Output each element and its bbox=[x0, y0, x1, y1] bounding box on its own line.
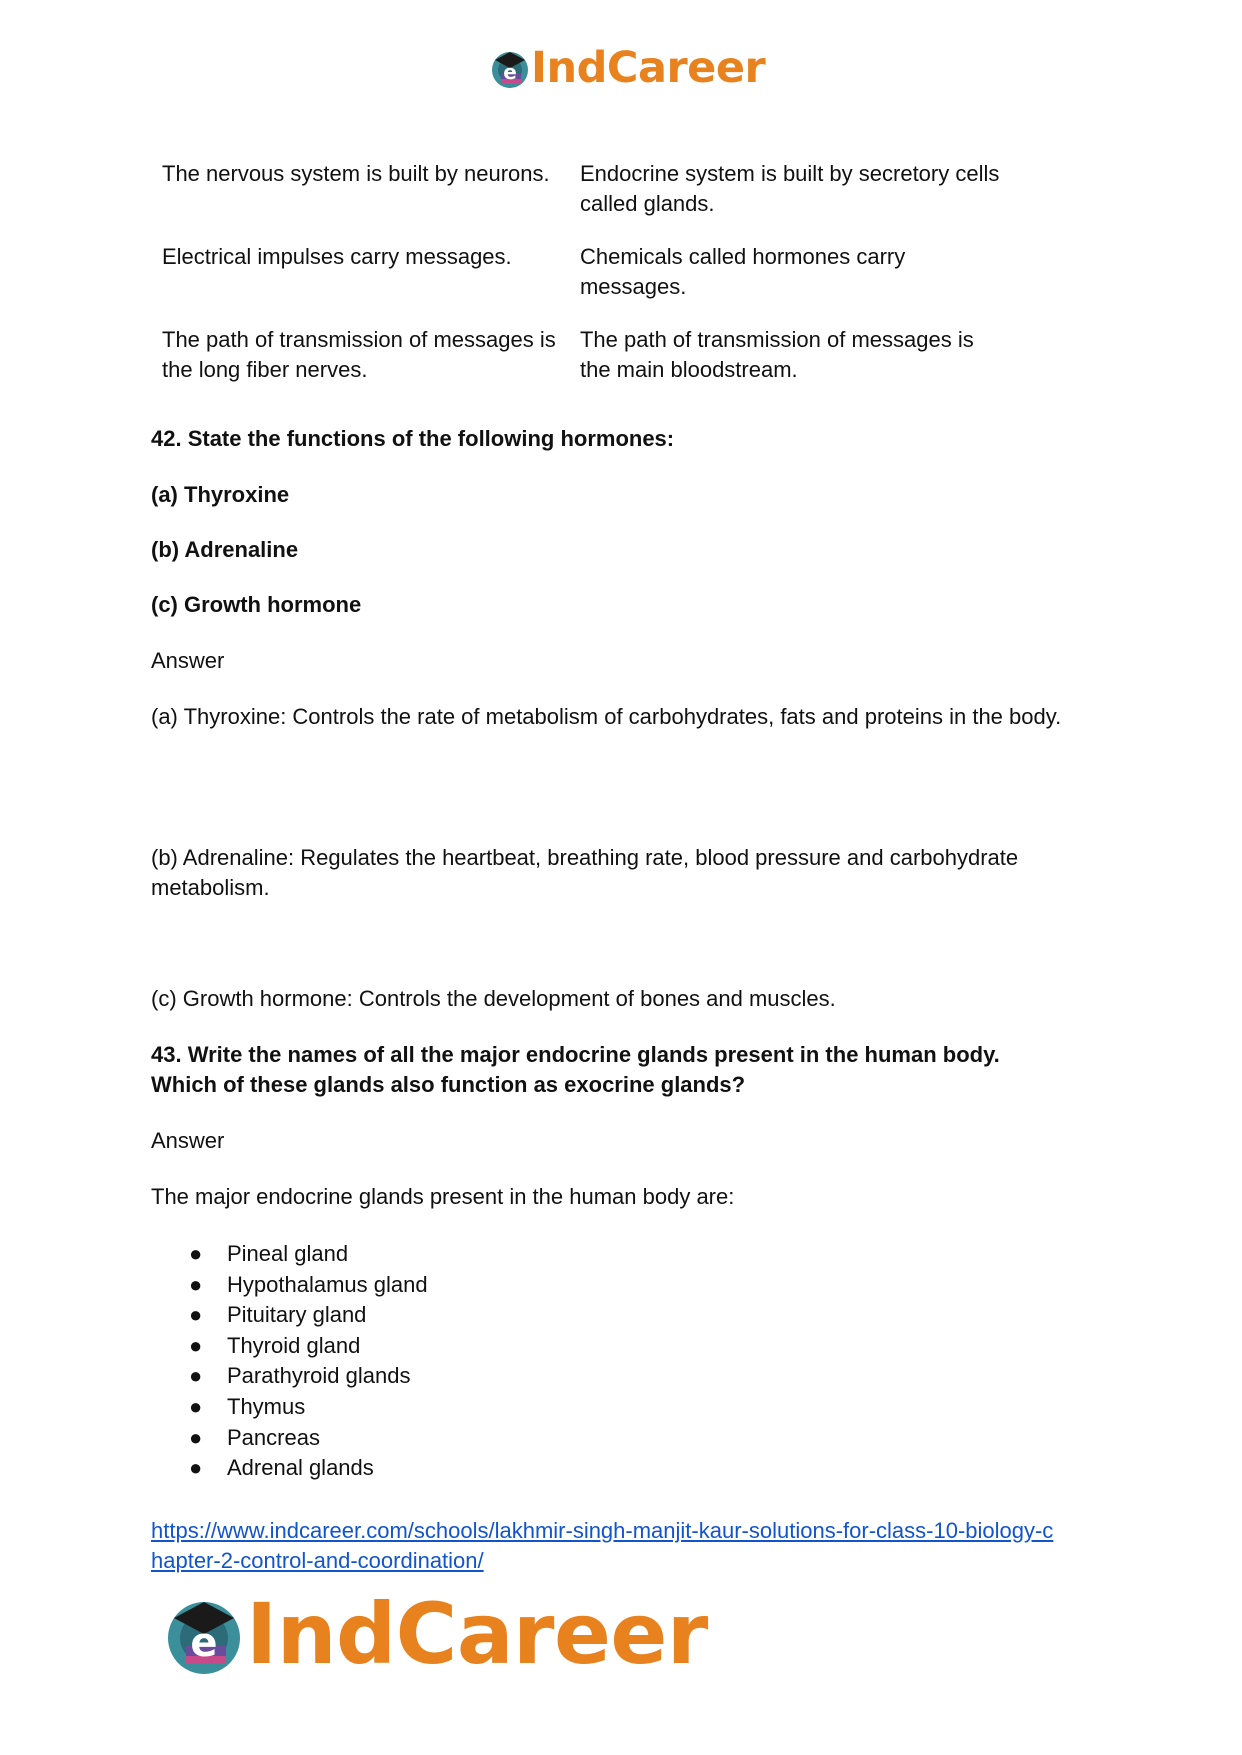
q42-answer-c: (c) Growth hormone: Controls the development of bones and muscles. bbox=[151, 986, 836, 1011]
list-item: ● Pineal gland bbox=[151, 1239, 428, 1270]
q42-question: 42. State the functions of the following hormones: bbox=[151, 426, 675, 451]
indcareer-logo-top bbox=[489, 40, 765, 96]
q42-answer-label: Answer bbox=[151, 648, 225, 673]
q42-part-b: (b) Adrenaline bbox=[151, 537, 299, 562]
q43-answer-label: Answer bbox=[151, 1128, 225, 1153]
list-item: ● Thyroid gland bbox=[151, 1331, 428, 1362]
logo-wordmark: IndCareer bbox=[531, 42, 766, 93]
q43-question-line2: Which of these glands also function as exocrine glands? bbox=[151, 1072, 746, 1097]
nervous-cell: The nervous system is built by neurons. bbox=[162, 161, 550, 186]
list-item: ● Hypothalamus gland bbox=[151, 1270, 428, 1301]
table-row bbox=[162, 159, 1002, 242]
list-item: ● Parathyroid glands bbox=[151, 1361, 428, 1392]
table-row bbox=[162, 325, 1002, 408]
list-item: ● Adrenal glands bbox=[151, 1453, 428, 1484]
nervous-cell: Electrical impulses carry messages. bbox=[162, 244, 512, 269]
source-link-line1[interactable]: https://www.indcareer.com/schools/lakhmir-singh-manjit-kaur-solutions-for-class-10-biology-c bbox=[151, 1518, 1054, 1543]
bullet-icon: ● bbox=[189, 1241, 203, 1266]
graduation-book-icon bbox=[489, 46, 531, 90]
list-item: ● Pituitary gland bbox=[151, 1300, 428, 1331]
list-item: ● Thymus bbox=[151, 1392, 428, 1423]
q43-question-line1: 43. Write the names of all the major endocrine glands present in the human body. bbox=[151, 1042, 1000, 1067]
comparison-table bbox=[162, 159, 1002, 408]
table-row bbox=[162, 242, 1002, 325]
svg-text:e: e bbox=[190, 1620, 218, 1666]
bullet-icon: ● bbox=[189, 1332, 203, 1358]
nervous-cell: The path of transmission of messages is the long fiber nerves. bbox=[162, 327, 556, 382]
source-link[interactable] bbox=[151, 1516, 1111, 1576]
bullet-icon: ● bbox=[189, 1271, 203, 1297]
q42-part-a: (a) Thyroxine bbox=[151, 482, 290, 507]
q43-intro: The major endocrine glands present in the human body are: bbox=[151, 1184, 735, 1209]
bullet-icon: ● bbox=[189, 1302, 203, 1328]
glands-list bbox=[151, 1239, 428, 1484]
endocrine-cell: Endocrine system is built by secretory cells called glands. bbox=[579, 161, 1000, 216]
q42-answer-a: (a) Thyroxine: Controls the rate of metabolism of carbohydrates, fats and proteins in the body. bbox=[151, 704, 1062, 729]
svg-text:e: e bbox=[503, 60, 517, 84]
q42-part-c: (c) Growth hormone bbox=[151, 592, 362, 617]
logo-wordmark: IndCareer bbox=[246, 1585, 708, 1683]
indcareer-logo-bottom bbox=[162, 1586, 708, 1682]
bullet-icon: ● bbox=[189, 1424, 203, 1450]
source-link-line2[interactable]: hapter-2-control-and-coordination/ bbox=[151, 1548, 484, 1573]
endocrine-cell: The path of transmission of messages is the main bloodstream. bbox=[579, 327, 974, 382]
bullet-icon: ● bbox=[189, 1393, 203, 1419]
list-item: ● Pancreas bbox=[151, 1423, 428, 1454]
bullet-icon: ● bbox=[189, 1363, 203, 1389]
q42-answer-b: (b) Adrenaline: Regulates the heartbeat, breathing rate, blood pressure and carbohydrate metabolism. bbox=[151, 845, 1019, 900]
bullet-icon: ● bbox=[189, 1455, 203, 1481]
endocrine-cell: Chemicals called hormones carry messages. bbox=[579, 244, 906, 299]
graduation-book-icon bbox=[162, 1589, 246, 1679]
